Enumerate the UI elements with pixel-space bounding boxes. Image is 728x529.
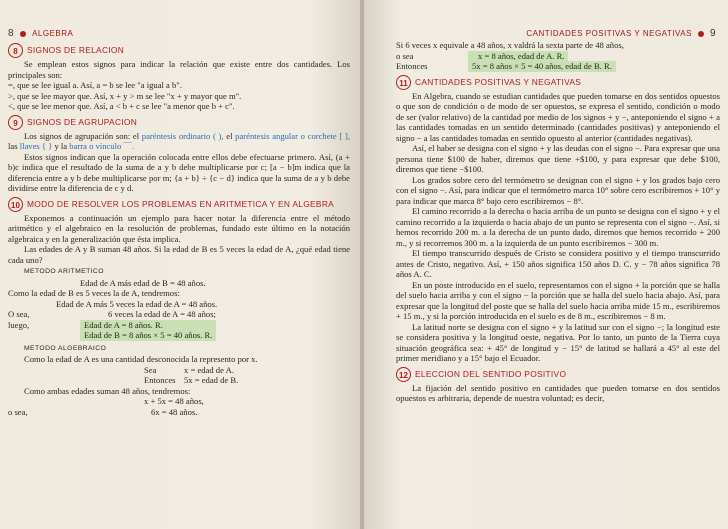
section-title: MODO DE RESOLVER LOS PROBLEMAS EN ARITMETICA Y EN ALGEBRA <box>27 198 335 209</box>
section-12-header <box>396 367 720 382</box>
equation-line: x = edad de A. <box>184 364 234 375</box>
equation-line: Edad de A más edad de B = 48 años. <box>80 277 206 288</box>
paragraph: En Algebra, cuando se estudian cantidades que pueden tomarse en dos sentidos opuestos o que son de condición o de modo de ser opuestos, se expresa el sentido, condición o modo de ser (valor relativo) de la cantidad por medio de los signos + y −, anteponiendo el signo + a las cantidades tomadas en un sentido determinado (cantidades positivas) y anteponiendo el signo − a las cantidades tomadas en sentido opuesto al anterior (cantidades negativas). <box>396 90 720 143</box>
text: y la <box>54 141 68 151</box>
equation-row <box>8 365 350 376</box>
paragraph: Así, el haber se designa con el signo + y las deudas con el signo −. Para expresar que una persona tiene $100 de haber, diremos que tiene +$100, y para expresar que debe $100, diremos que tiene −$100. <box>396 143 720 174</box>
highlight-term: llaves { } <box>19 141 53 151</box>
equation-row <box>396 61 720 72</box>
method-heading: METODO ALGEBRAICO <box>24 344 107 352</box>
row-label: O sea, <box>8 309 30 319</box>
answer-highlight: x = 8 años, edad de A. R. <box>468 51 568 62</box>
section-number-badge: 9 <box>8 115 23 130</box>
row-label: luego, <box>8 319 30 330</box>
left-head-title: ALGEBRA <box>32 29 74 38</box>
row-label: o sea <box>396 50 414 61</box>
left-running-head <box>8 28 73 39</box>
section-number-badge: 11 <box>396 75 411 90</box>
paragraph: Los grados sobre cero del termómetro se designan con el signo + y los grados bajo cero con el signo −. Así, para indicar que el termómetro marca 10° sobre cero escribiremos + 10° y para indicar que marca 8° bajo cero escribiremos − 8°. <box>396 174 720 206</box>
right-content <box>396 40 720 404</box>
equation-line: x + 5x = 48 años, <box>144 396 204 406</box>
equation-row <box>8 407 350 418</box>
answer-line: Edad de B = 8 años × 5 = 40 años. R. <box>84 330 213 340</box>
paragraph: En un poste introducido en el suelo, representamos con el signo + la porción que se halla del suelo hacia arriba y con el signo − la porción que se halla del suelo hacia abajo. Así, para expresar que la longitud del poste que se halla del suelo hacia arriba mide 15 m., escribiremos + 15 m., y si la porción introducida en el suelo es de 8 m., escribiremos − 8 m. <box>396 279 720 321</box>
row-label: o sea, <box>8 406 28 417</box>
section-title: SIGNOS DE AGRUPACION <box>27 116 138 127</box>
paragraph: La fijación del sentido positivo en cantidades que pueden tomarse en dos sentidos opuestos es arbitraria, depende de nuestra voluntad; es decir, <box>396 382 720 403</box>
bullet-icon <box>20 31 26 37</box>
row-label: Sea <box>144 364 157 375</box>
right-running-head <box>526 28 716 39</box>
highlight-term: barra o vínculo ‾‾‾. <box>69 141 135 151</box>
equation-row <box>8 375 350 386</box>
text: el <box>226 130 233 141</box>
left-content <box>8 40 350 417</box>
section-11-header <box>396 75 720 90</box>
paragraph <box>8 131 350 152</box>
left-page-number: 8 <box>8 28 15 39</box>
highlight-term: paréntesis ordinario ( ), <box>141 130 224 141</box>
row-label: Entonces <box>144 375 176 385</box>
equation-row <box>8 320 350 341</box>
right-page <box>364 0 728 529</box>
left-page <box>0 0 362 529</box>
list-item: <, que se lee menor que. Así, a < b + c se lee "a menor que b + c". <box>8 101 235 111</box>
equation-line: Edad de A más 5 veces la edad de A = 48 años. <box>56 298 218 309</box>
list-item: >, que se lee mayor que. Así, x + y > m se lee "x + y mayor que m". <box>8 90 242 101</box>
paragraph: Se emplean estos signos para indicar la relación que existe entre dos cantidades. Los principales son: <box>8 59 350 80</box>
section-10-header <box>8 197 350 212</box>
section-title: SIGNOS DE RELACION <box>27 45 125 55</box>
paragraph: Como ambas edades suman 48 años, tendremos: <box>24 385 191 396</box>
paragraph: El tiempo transcurrido después de Cristo se considera positivo y el tiempo transcurrido antes de Cristo, negativo. Así, + 150 años significa 150 años D. C. y − 78 años significa 78 años A. C. <box>396 248 720 279</box>
bullet-icon <box>698 31 704 37</box>
paragraph: El camino recorrido a la derecha o hacia arriba de un punto se designa con el signo + y el camino recorrido a la izquierda o hacia abajo de un punto se representa con el signo −. Así, si hemos recorrido 200 m. a la derecha de un punto dado, diremos que hemos recorrido + 200 m., y si recorremos 300 m. a la izquierda de un punto escribiremos − 300 m. <box>396 206 720 248</box>
equation-line: 6 veces la edad de A = 48 años; <box>108 309 216 319</box>
equation-line: 6x = 48 años. <box>151 406 198 417</box>
right-head-title: CANTIDADES POSITIVAS Y NEGATIVAS <box>526 29 692 38</box>
right-page-number: 9 <box>709 28 716 39</box>
paragraph: Como la edad de A es una cantidad desconocida la represento por x. <box>24 354 258 364</box>
paragraph: Si 6 veces x equivale a 48 años, x valdrá la sexta parte de 48 años, <box>396 40 624 50</box>
highlight-term: paréntesis angular o corchete [ ], <box>235 130 350 141</box>
paragraph: Exponemos a continuación un ejemplo para hacer notar la diferencia entre el método aritmético y el algebraico en la resolución de problemas, fundado este último en la notación algebraica y en la generalización que ésta implica. <box>8 212 350 244</box>
text: Los signos de agrupación son: el <box>24 130 140 141</box>
equation-row <box>8 309 350 320</box>
section-title: ELECCION DEL SENTIDO POSITIVO <box>415 368 567 379</box>
section-number-badge: 12 <box>396 367 411 382</box>
method-heading: METODO ARITMETICO <box>24 268 104 275</box>
section-title: CANTIDADES POSITIVAS Y NEGATIVAS <box>415 76 582 87</box>
section-number-badge: 8 <box>8 43 23 58</box>
equation-line: 5x = edad de B. <box>184 375 239 385</box>
answer-highlight: 5x = 8 años × 5 = 40 años, edad de B. R. <box>468 61 616 72</box>
list-item: =, que se lee igual a. Así, a = b se lee "a igual a b". <box>8 80 182 90</box>
section-number-badge: 10 <box>8 197 23 212</box>
paragraph: Como la edad de B es 5 veces la de A, tendremos: <box>8 288 180 298</box>
section-8-header <box>8 43 350 58</box>
section-9-header <box>8 115 350 130</box>
paragraph: Estos signos indican que la operación colocada entre ellos debe efectuarse primero. Así, (a + b)c indica que el resultado de la suma de a y b debe multiplicarse por c; [a − b]m indica que la diferencia entre a y b debe multiplicarse por m; {a + b} ÷ {c − d} indica que la suma de a y b debe dividirse entre la diferencia de c y d. <box>8 151 350 193</box>
problem-statement: Las edades de A y B suman 48 años. Si la edad de B es 5 veces la edad de A, ¿qué edad tiene cada uno? <box>8 244 350 265</box>
equation-row <box>396 51 720 62</box>
row-label: Entonces <box>396 61 428 71</box>
paragraph: La latitud norte se designa con el signo + y la latitud sur con el signo −; la longitud este se considera positiva y la longitud oeste, negativa. Por lo tanto, un punto de la Tierra cuya situación geográfica sea: + 45° de longitud y − 15° de latitud se hallará a 45° al este del primer meridiano y a 15° bajo el Ecuador. <box>396 321 720 363</box>
answer-line: Edad de A = 8 años. R. <box>84 319 163 330</box>
answer-highlight <box>80 320 216 341</box>
text: las <box>8 141 18 151</box>
